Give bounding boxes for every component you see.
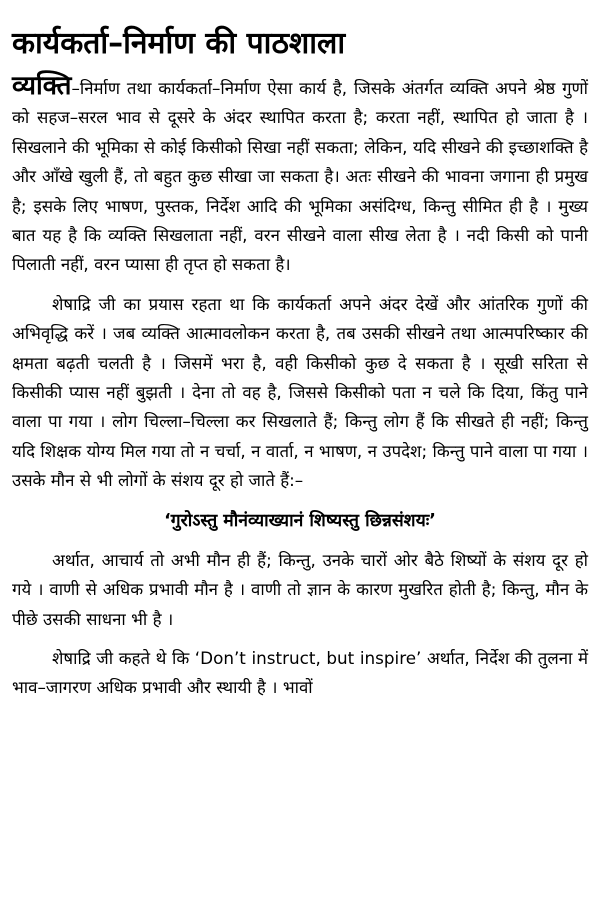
paragraph-2-text: शेषाद्रि जी का प्रयास रहता था कि कार्यकर्ता अपने अंदर देखें और आंतरिक गुणों की अभिवृद्धि करें । जब व्यक्ति आत्मावलोकन करता है, तब उसकी सीखने तथा आत्मपरिष्कार की क्षमता बढ़ती चलती है । जिसमें भरा है, वही किसीको कुछ दे सकता है । सूखी सरिता से किसीकी प्यास नहीं बुझती । देना तो वह है, जिससे किसीको पता न चले कि दिया, किंतु पाने वाला पा गया । लोग चिल्ला–चिल्ला कर सिखलाते हैं; किन्तु लोग हैं कि सीखते ही नहीं; किन्तु यदि शिक्षक योग्य मिल गया तो न चर्चा, न वार्ता, न भाषण, न उपदेश; किन्तु पाने वाला पा गया । उसके मौन से भी लोगों के संशय दूर हो जाते हैं:– [12,293,588,491]
paragraph-4-text: शेषाद्रि जी कहते थे कि ‘Don’t instruct, but inspire’ अर्थात, निर्देश की तुलना में भाव–जागरण अधिक प्रभावी और स्थायी है । भावों [12,647,588,698]
page-title: कार्यकर्ता–निर्माण की पाठशाला [12,26,346,61]
document-page [0,22,600,899]
paragraph-1-text: –निर्माण तथा कार्यकर्ता–निर्माण ऐसा कार्य है, जिसके अंतर्गत व्यक्ति अपने श्रेष्ठ गुणों को सहज–सरल भाव से दूसरे के अंदर स्थापित करता है; करता नहीं, स्थापित हो जाता है । सिखलाने की भूमिका से कोई किसीको सिखा नहीं सकता; लेकिन, यदि सीखने की इच्छाशक्ति है और आँखे खुली हैं, तो बहुत कुछ सीखा जा सकता है। अतः सीखने की भावना जगाना ही प्रमुख है; इसके लिए भाषण, पुस्तक, निर्देश आदि की भूमिका असंदिग्ध, किन्तु सीमित ही है । मुख्य बात यह है कि व्यक्ति सिखलाता नहीं, वरन सीखने वाला सीख लेता है । नदी किसी को पानी पिलाती नहीं, वरन प्यासा ही तृप्त हो सकता है। [12,78,588,275]
paragraph-3 [12,546,588,634]
sanskrit-verse: ‘गुरोऽस्तु मौनंव्याख्यानं शिष्यस्तु छिन्नसंशयः’ [164,510,436,531]
paragraph-3-text: अर्थात, आचार्य तो अभी मौन ही हैं; किन्तु, उनके चारों ओर बैठे शिष्यों के संशय दूर हो गये । वाणी से अधिक प्रभावी मौन है । वाणी तो ज्ञान के कारण मुखरित होती है; किन्तु, मौन के पीछे उसकी साधना भी है । [12,549,588,629]
drop-lead-word: व्यक्ति [12,71,72,101]
paragraph-1 [12,71,588,280]
paragraph-2 [12,290,588,496]
paragraph-4 [12,644,588,703]
